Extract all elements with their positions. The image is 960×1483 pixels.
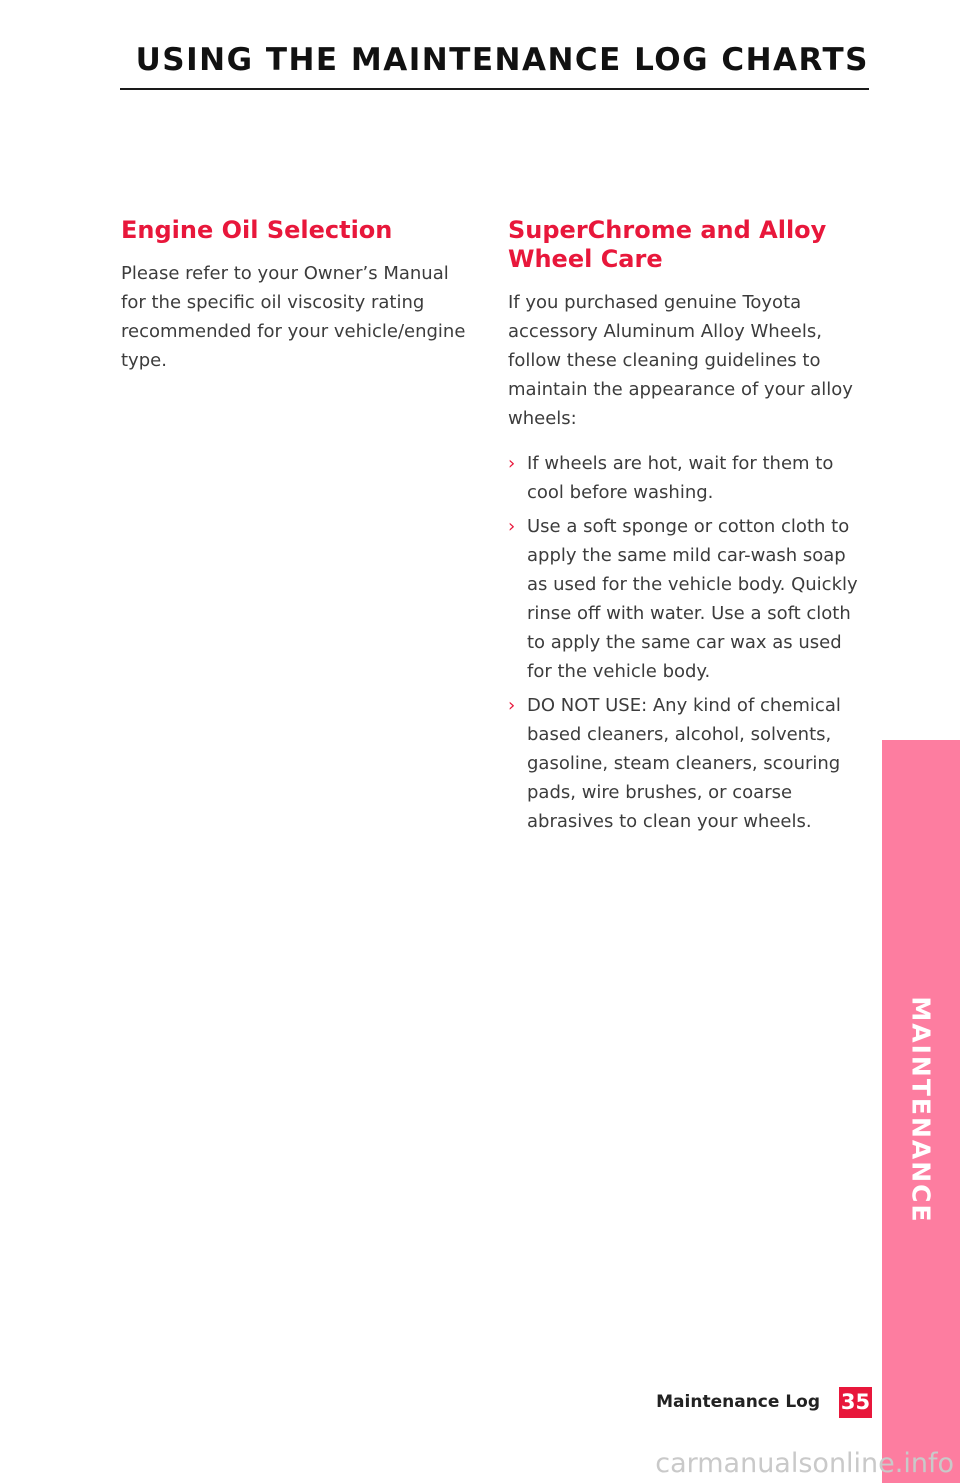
list-item (508, 691, 870, 836)
chevron-right-icon: › (508, 695, 516, 716)
watermark: carmanualsonline.info (655, 1448, 954, 1479)
chevron-right-icon: › (508, 453, 516, 474)
page-number-badge: 35 (839, 1387, 872, 1418)
bullet-text: If wheels are hot, wait for them to cool before washing. (527, 453, 834, 503)
page-header (120, 38, 869, 90)
chevron-right-icon: › (508, 516, 516, 537)
footer-section-label: Maintenance Log (656, 1392, 820, 1412)
wheel-care-heading: SuperChrome and Alloy Wheel Care (508, 216, 827, 273)
wheel-care-paragraph: If you purchased genuine Toyota accessory Aluminum Alloy Wheels, follow these cleaning guidelines to maintain the appearance of your alloy wheels: (508, 292, 853, 429)
section-side-tab (882, 740, 960, 1483)
engine-oil-section (121, 216, 471, 375)
list-item (508, 449, 870, 507)
bullet-text: Use a soft sponge or cotton cloth to apply the same mild car-wash soap as used for the vehicle body. Quickly rinse off with water. Use a soft cloth to apply the same car wax as used for the vehicle body. (527, 516, 858, 682)
engine-oil-paragraph: Please refer to your Owner’s Manual for the specific oil viscosity rating recommended for your vehicle/engine type. (121, 263, 466, 371)
engine-oil-heading: Engine Oil Selection (121, 216, 393, 244)
list-item (508, 512, 870, 686)
side-tab-label: MAINTENANCE (906, 996, 936, 1224)
wheel-care-bullet-list (508, 449, 870, 836)
wheel-care-section (508, 216, 870, 841)
page-title: USING THE MAINTENANCE LOG CHARTS (135, 42, 869, 78)
bullet-text: DO NOT USE: Any kind of chemical based cleaners, alcohol, solvents, gasoline, steam cleaners, scouring pads, wire brushes, or coarse abrasives to clean your wheels. (527, 695, 841, 832)
